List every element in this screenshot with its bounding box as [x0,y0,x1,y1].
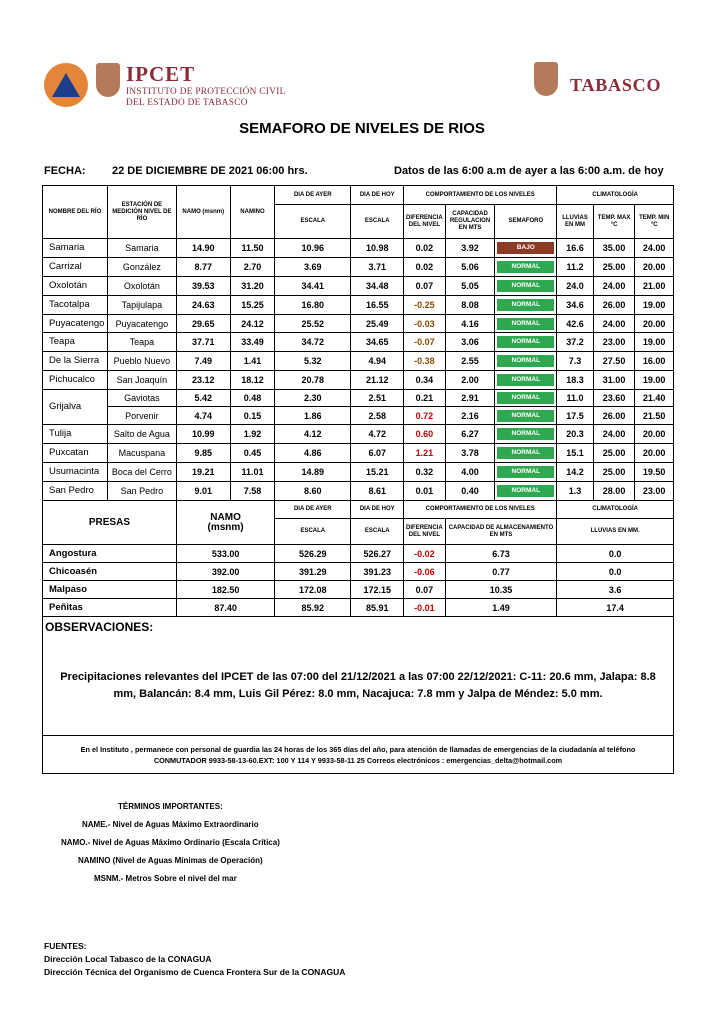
presa-escala-hoy: 526.27 [351,545,404,563]
presas-col-comportamiento: COMPORTAMIENTO DE LOS NIVELES [404,501,557,519]
presa-escala-hoy: 172.15 [351,581,404,599]
col-namino: NAMINO [230,186,275,239]
lluvias: 14.2 [557,463,594,482]
namo: 29.65 [176,315,230,333]
capacidad: 3.92 [445,239,495,258]
semaforo-cell [495,390,557,407]
escala-hoy: 10.98 [351,239,404,258]
observaciones-text: Precipitaciones relevantes del IPCET de las 07:00 del 21/12/2021 a las 07:00 22/12/2021: C-11: 20.6 mm, Jalapa: 8.8 mm, Balancán: 8.4 mm, Luis Gil Pérez: 8.0 mm, Nacajuca: 7.8 mm y Jalpa de Méndez: 5.0 mm. [43,637,674,736]
semaforo-cell [495,371,557,390]
capacidad: 6.27 [445,425,495,444]
semaforo-cell [495,258,557,277]
rio-name: Oxolotán [43,277,108,296]
namino: 11.01 [230,463,275,482]
escala-hoy: 16.55 [351,296,404,315]
semaforo-cell [495,407,557,425]
presa-lluvias: 0.0 [557,545,674,563]
estacion: González [107,258,176,277]
presa-row [43,563,674,581]
namo: 5.42 [176,390,230,407]
escala-ayer: 14.89 [275,463,351,482]
namino: 1.92 [230,425,275,444]
semaforo-badge: NORMAL [497,447,554,459]
presa-row [43,545,674,563]
semaforo-badge: NORMAL [497,392,554,404]
temp-max: 35.00 [593,239,635,258]
presa-diferencia: 0.07 [404,581,446,599]
namo: 4.74 [176,407,230,425]
presas-namo-heading: NAMO (msnm) [176,501,274,545]
escala-hoy: 34.48 [351,277,404,296]
diferencia: 0.60 [404,425,446,444]
presas-col-escala-ayer: ESCALA [275,519,351,545]
temp-min: 20.00 [635,315,674,333]
namo: 39.53 [176,277,230,296]
escala-hoy: 8.61 [351,482,404,501]
lluvias: 11.0 [557,390,594,407]
lluvias: 18.3 [557,371,594,390]
estacion: San Pedro [107,482,176,501]
escala-ayer: 16.80 [275,296,351,315]
presa-row [43,581,674,599]
table-row [43,407,674,425]
lluvias: 7.3 [557,352,594,371]
presa-capacidad: 1.49 [445,599,557,617]
temp-min: 19.00 [635,296,674,315]
diferencia: -0.38 [404,352,446,371]
diferencia: 0.34 [404,371,446,390]
presas-col-diferencia: DIFERENCIA DEL NIVEL [404,519,446,545]
escala-ayer: 4.12 [275,425,351,444]
escala-hoy: 15.21 [351,463,404,482]
escala-ayer: 20.78 [275,371,351,390]
temp-max: 26.00 [593,407,635,425]
temp-min: 19.00 [635,333,674,352]
presa-diferencia: -0.01 [404,599,446,617]
temp-min: 21.40 [635,390,674,407]
presas-heading: PRESAS [43,501,177,545]
presa-escala-hoy: 391.23 [351,563,404,581]
diferencia: -0.07 [404,333,446,352]
temp-max: 31.00 [593,371,635,390]
diferencia: 0.21 [404,390,446,407]
semaforo-cell [495,482,557,501]
col-dia-hoy: DIA DE HOY [351,186,404,205]
col-estacion: ESTACIÓN DE MEDICIÓN NIVEL DE RÍO [107,186,176,239]
escala-ayer: 2.30 [275,390,351,407]
temp-min: 16.00 [635,352,674,371]
rio-name: Grijalva [43,390,108,425]
temp-max: 28.00 [593,482,635,501]
capacidad: 2.55 [445,352,495,371]
presa-name: Angostura [43,545,177,563]
semaforo-badge: BAJO [497,242,554,254]
namino: 24.12 [230,315,275,333]
temp-min: 20.00 [635,444,674,463]
capacidad: 5.05 [445,277,495,296]
table-row [43,371,674,390]
namino: 18.12 [230,371,275,390]
rio-name: Pichucalco [43,371,108,390]
presas-col-lluvias: LLUVIAS EN MM. [557,519,674,545]
semaforo-badge: NORMAL [497,466,554,478]
temp-max: 24.00 [593,277,635,296]
fecha-label: FECHA: [44,165,86,177]
capacidad: 2.91 [445,390,495,407]
estacion: Boca del Cerro [107,463,176,482]
presas-col-dia-hoy: DIA DE HOY [351,501,404,519]
namino: 7.58 [230,482,275,501]
namino: 1.41 [230,352,275,371]
escala-ayer: 1.86 [275,407,351,425]
escala-ayer: 4.86 [275,444,351,463]
table-row [43,239,674,258]
ipcet-shield-icon [96,63,120,97]
presa-name: Peñitas [43,599,177,617]
diferencia: 0.72 [404,407,446,425]
presa-name: Malpaso [43,581,177,599]
escala-ayer: 10.96 [275,239,351,258]
semaforo-badge: NORMAL [497,280,554,292]
semaforo-badge: NORMAL [497,336,554,348]
estacion: Tapijulapa [107,296,176,315]
presas-col-climatologia: CLIMATOLOGÍA [557,501,674,519]
namo: 19.21 [176,463,230,482]
diferencia: 0.32 [404,463,446,482]
temp-max: 24.00 [593,315,635,333]
temp-max: 25.00 [593,444,635,463]
col-lluvias: LLUVIAS EN MM [557,205,594,239]
capacidad: 4.00 [445,463,495,482]
presa-capacidad: 6.73 [445,545,557,563]
rio-name: San Pedro [43,482,108,501]
semaforo-badge: NORMAL [497,299,554,311]
namino: 0.48 [230,390,275,407]
semaforo-badge: NORMAL [497,428,554,440]
namo: 8.77 [176,258,230,277]
presa-diferencia: -0.02 [404,545,446,563]
semaforo-cell [495,425,557,444]
estacion: Porvenir [107,407,176,425]
escala-ayer: 34.72 [275,333,351,352]
fuente-2: Dirección Técnica del Organismo de Cuenca Frontera Sur de la CONAGUA [44,967,346,977]
presa-namo: 182.50 [176,581,274,599]
capacidad: 3.06 [445,333,495,352]
namo: 7.49 [176,352,230,371]
namo: 14.90 [176,239,230,258]
semaforo-cell [495,463,557,482]
terminos-title: TÉRMINOS IMPORTANTES: [118,802,223,811]
temp-min: 24.00 [635,239,674,258]
rio-name: Tacotalpa [43,296,108,315]
rio-name: Tulija [43,425,108,444]
lluvias: 20.3 [557,425,594,444]
page-title: SEMAFORO DE NIVELES DE RIOS [239,120,485,137]
table-row [43,352,674,371]
semaforo-badge: NORMAL [497,410,554,422]
presa-escala-hoy: 85.91 [351,599,404,617]
temp-min: 23.00 [635,482,674,501]
termino-namo: NAMO.- Nivel de Aguas Máximo Ordinario (Escala Crítica) [61,838,280,847]
semaforo-badge: NORMAL [497,355,554,367]
escala-ayer: 3.69 [275,258,351,277]
presa-diferencia: -0.06 [404,563,446,581]
namino: 15.25 [230,296,275,315]
semaforo-cell [495,277,557,296]
temp-max: 23.60 [593,390,635,407]
fuente-1: Dirección Local Tabasco de la CONAGUA [44,954,212,964]
temp-max: 24.00 [593,425,635,444]
rio-name: Puyacatengo [43,315,108,333]
termino-msnm: MSNM.- Metros Sobre el nivel del mar [94,874,237,883]
namo: 37.71 [176,333,230,352]
temp-min: 21.00 [635,277,674,296]
tabasco-logo: TABASCO [570,75,662,95]
lluvias: 24.0 [557,277,594,296]
semaforo-cell [495,296,557,315]
col-diferencia: DIFERENCIA DEL NIVEL [404,205,446,239]
presas-col-dia-ayer: DIA DE AYER [275,501,351,519]
semaforo-badge: NORMAL [497,261,554,273]
presa-escala-ayer: 172.08 [275,581,351,599]
col-climatologia: CLIMATOLOGÍA [557,186,674,205]
presa-namo: 392.00 [176,563,274,581]
capacidad: 5.06 [445,258,495,277]
table-row [43,390,674,407]
temp-min: 21.50 [635,407,674,425]
capacidad: 8.08 [445,296,495,315]
semaforo-cell [495,239,557,258]
temp-min: 20.00 [635,258,674,277]
semaforo-badge: NORMAL [497,485,554,497]
temp-min: 19.00 [635,371,674,390]
lluvias: 1.3 [557,482,594,501]
rio-name: De la Sierra [43,352,108,371]
table-row [43,258,674,277]
namo: 9.85 [176,444,230,463]
presa-name: Chicoasén [43,563,177,581]
proteccion-civil-logo [44,63,88,107]
lluvias: 34.6 [557,296,594,315]
table-row [43,333,674,352]
escala-ayer: 25.52 [275,315,351,333]
namo: 9.01 [176,482,230,501]
semaforo-badge: NORMAL [497,318,554,330]
semaforo-cell [495,333,557,352]
fuentes-title: FUENTES: [44,941,87,951]
escala-hoy: 3.71 [351,258,404,277]
namino: 0.45 [230,444,275,463]
presa-capacidad: 10.35 [445,581,557,599]
presa-escala-ayer: 85.92 [275,599,351,617]
escala-hoy: 2.51 [351,390,404,407]
namino: 11.50 [230,239,275,258]
diferencia: 0.07 [404,277,446,296]
presa-escala-ayer: 391.29 [275,563,351,581]
rio-name: Usumacinta [43,463,108,482]
escala-ayer: 8.60 [275,482,351,501]
lluvias: 42.6 [557,315,594,333]
termino-namino: NAMINO (Nivel de Aguas Mínimas de Operación) [78,856,263,865]
estacion: Samaria [107,239,176,258]
fuentes [44,940,345,979]
namino: 2.70 [230,258,275,277]
presa-escala-ayer: 526.29 [275,545,351,563]
table-row [43,425,674,444]
namo: 23.12 [176,371,230,390]
semaforo-badge: NORMAL [497,374,554,386]
lluvias: 11.2 [557,258,594,277]
escala-hoy: 25.49 [351,315,404,333]
presas-col-capacidad: CAPACIDAD DE ALMACENAMIENTO EN MTS [445,519,557,545]
capacidad: 3.78 [445,444,495,463]
presa-lluvias: 0.0 [557,563,674,581]
lluvias: 17.5 [557,407,594,425]
namo: 10.99 [176,425,230,444]
semaforo-cell [495,315,557,333]
col-namo: NAMO (msnm) [176,186,230,239]
lluvias: 37.2 [557,333,594,352]
presa-namo: 533.00 [176,545,274,563]
col-comportamiento: COMPORTAMIENTO DE LOS NIVELES [404,186,557,205]
col-semaforo: SEMAFORO [495,205,557,239]
estacion: Salto de Agua [107,425,176,444]
tabasco-shield-icon [534,62,558,96]
table-row [43,463,674,482]
temp-min: 19.50 [635,463,674,482]
estacion: Pueblo Nuevo [107,352,176,371]
diferencia: -0.03 [404,315,446,333]
temp-max: 25.00 [593,463,635,482]
ipcet-logo: IPCET INSTITUTO DE PROTECCIÓN CIVIL DEL ESTADO DE TABASCO [126,62,286,108]
namino: 31.20 [230,277,275,296]
datos-range: Datos de las 6:00 a.m de ayer a las 6:00 a.m. de hoy [394,165,664,177]
namo: 24.63 [176,296,230,315]
rio-name: Carrizal [43,258,108,277]
presa-capacidad: 0.77 [445,563,557,581]
semaforo-cell [495,444,557,463]
escala-hoy: 4.94 [351,352,404,371]
col-nombre: NOMBRE DEL RÍO [43,186,108,239]
fecha-value: 22 DE DICIEMBRE DE 2021 06:00 hrs. [112,165,308,177]
escala-hoy: 21.12 [351,371,404,390]
table-row [43,277,674,296]
rio-name: Teapa [43,333,108,352]
temp-max: 25.00 [593,258,635,277]
escala-ayer: 5.32 [275,352,351,371]
presas-col-escala-hoy: ESCALA [351,519,404,545]
table-row [43,482,674,501]
observaciones-label: OBSERVACIONES: [43,617,674,637]
guardia-note: En el Instituto , permanece con personal de guardia las 24 horas de los 365 días del año, para atención de llamadas de emergencias de la ciudadanía al teléfono CONMUTADOR 9933-58-13-60.EXT: 100 Y 114 Y 9933-58-11 25 Correos electrónicos : emergencias_delta@hotmail.com [43,736,674,774]
estacion: Puyacatengo [107,315,176,333]
capacidad: 2.16 [445,407,495,425]
table-row [43,315,674,333]
escala-hoy: 4.72 [351,425,404,444]
diferencia: 0.02 [404,239,446,258]
col-dia-ayer: DIA DE AYER [275,186,351,205]
estacion: Oxolotán [107,277,176,296]
escala-hoy: 2.58 [351,407,404,425]
rio-name: Puxcatan [43,444,108,463]
namino: 0.15 [230,407,275,425]
temp-min: 20.00 [635,425,674,444]
col-temp-min: TEMP. MIN °C [635,205,674,239]
estacion: Macuspana [107,444,176,463]
rio-name: Samaria [43,239,108,258]
temp-max: 26.00 [593,296,635,315]
temp-max: 23.00 [593,333,635,352]
presa-lluvias: 3.6 [557,581,674,599]
capacidad: 2.00 [445,371,495,390]
diferencia: -0.25 [404,296,446,315]
namino: 33.49 [230,333,275,352]
capacidad: 0.40 [445,482,495,501]
lluvias: 15.1 [557,444,594,463]
niveles-table [42,185,674,774]
col-temp-max: TEMP. MAX °C [593,205,635,239]
escala-ayer: 34.41 [275,277,351,296]
temp-max: 27.50 [593,352,635,371]
table-row [43,296,674,315]
capacidad: 4.16 [445,315,495,333]
diferencia: 0.01 [404,482,446,501]
col-escala-hoy: ESCALA [351,205,404,239]
presa-row [43,599,674,617]
estacion: Gaviotas [107,390,176,407]
table-row [43,444,674,463]
escala-hoy: 6.07 [351,444,404,463]
presa-lluvias: 17.4 [557,599,674,617]
col-escala-ayer: ESCALA [275,205,351,239]
semaforo-cell [495,352,557,371]
escala-hoy: 34.65 [351,333,404,352]
diferencia: 1.21 [404,444,446,463]
termino-name: NAME.- Nivel de Aguas Máximo Extraordinario [82,820,259,829]
diferencia: 0.02 [404,258,446,277]
estacion: San Joaquín [107,371,176,390]
presa-namo: 87.40 [176,599,274,617]
estacion: Teapa [107,333,176,352]
lluvias: 16.6 [557,239,594,258]
col-capacidad: CAPACIDAD REGULACION EN MTS [445,205,495,239]
